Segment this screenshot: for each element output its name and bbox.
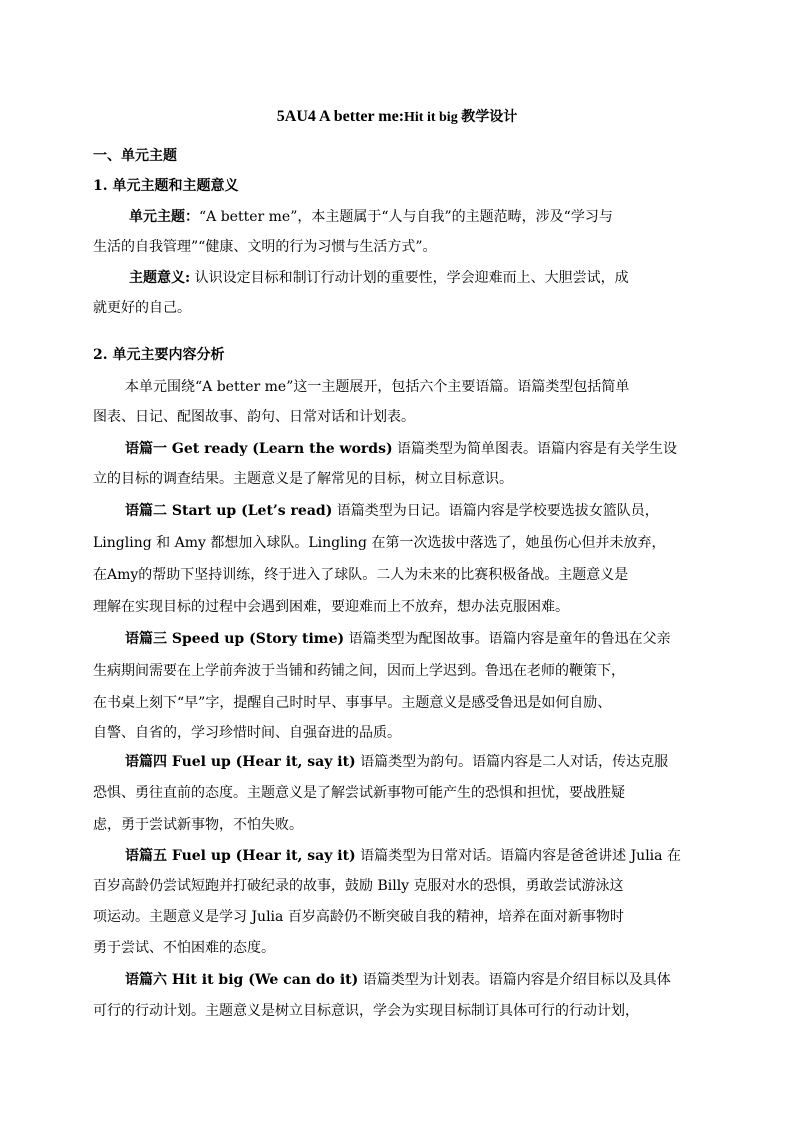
intro-line-2: 图表、日记、配图故事、韵句、日常对话和计划表。 <box>93 409 415 425</box>
text-2-line-2: Lingling 和 Amy 都想加入球队。Lingling 在第一次选拔中落选了，她虽伤心但并未放弃， <box>93 535 666 551</box>
text-5-line-4: 勇于尝试、不怕困难的态度。 <box>93 940 275 956</box>
title-sub: Hit it big <box>404 110 458 125</box>
meaning-paragraph-line-2: 就更好的自己。 <box>93 300 191 316</box>
text-3-label: 语篇三 Speed up (Story time) <box>125 631 345 647</box>
text-3-line-2: 生病期间需要在上学前奔波于当铺和药铺之间，因而上学迟到。鲁迅在老师的鞭策下， <box>93 663 625 679</box>
title-suffix: 教学设计 <box>457 110 518 125</box>
theme-text: “A better me”，本主题属于“人与自我”的主题范畴，涉及“学习与 <box>199 209 613 225</box>
text-3-line-1 <box>125 629 671 649</box>
text-4-line-2: 恐惧、勇往直前的态度。主题意义是了解尝试新事物可能产生的恐惧和担忧，要战胜疑 <box>93 785 625 801</box>
text-4-line-3: 虑，勇于尝试新事物，不怕失败。 <box>93 817 303 833</box>
subheading-content-analysis: 2. 单元主要内容分析 <box>93 347 225 363</box>
text-2-line-4: 理解在实现目标的过程中会遇到困难，要迎难而上不放弃，想办法克服困难。 <box>93 599 569 615</box>
text-3-line-3: 在书桌上刻下“早”字，提醒自己时时早、事事早。主题意义是感受鲁迅是如何自励、 <box>93 695 612 711</box>
meaning-paragraph-line-1 <box>129 268 629 288</box>
text-4-line-1 <box>125 752 668 772</box>
text-6-label: 语篇六 Hit it big (We can do it) <box>125 972 359 988</box>
text-4-desc: 语篇类型为韵句。语篇内容是二人对话，传达克服 <box>355 754 669 770</box>
text-2-label: 语篇二 Start up (Let’s read) <box>125 503 333 519</box>
text-2-line-1 <box>125 501 659 521</box>
text-2-desc: 语篇类型为日记。语篇内容是学校要选拔女篮队员， <box>332 503 659 519</box>
text-6-line-1 <box>125 970 671 990</box>
text-6-line-2: 可行的行动计划。主题意义是树立目标意识，学会为实现目标制订具体可行的行动计划， <box>93 1003 639 1019</box>
meaning-label: 主题意义: <box>129 270 191 286</box>
text-1-label: 语篇一 Get ready (Learn the words) <box>125 441 393 457</box>
document-title <box>0 107 794 128</box>
title-main: 5AU4 A better me: <box>276 108 405 125</box>
text-5-desc: 语篇类型为日常对话。语篇内容是爸爸讲述 Julia 在 <box>355 848 681 864</box>
intro-line-1: 本单元围绕“A better me”这一主题展开，包括六个主要语篇。语篇类型包括简单 <box>125 379 630 395</box>
theme-paragraph-line-2: 生活的自我管理”“健康、文明的行为习惯与生活方式”。 <box>93 239 437 255</box>
theme-label: 单元主题： <box>129 209 199 225</box>
text-4-label: 语篇四 Fuel up (Hear it, say it) <box>125 754 356 770</box>
text-3-desc: 语篇类型为配图故事。语篇内容是童年的鲁迅在父亲 <box>344 631 671 647</box>
section-heading-unit-theme: 一、单元主题 <box>93 148 177 164</box>
subheading-theme-and-meaning: 1. 单元主题和主题意义 <box>93 178 239 194</box>
text-5-line-3: 项运动。主题意义是学习 Julia 百岁高龄仍不断突破自我的精神，培养在面对新事物时 <box>93 909 624 925</box>
theme-paragraph-line-1 <box>129 207 613 227</box>
text-5-line-1 <box>125 846 681 866</box>
meaning-text: 认识设定目标和制订行动计划的重要性，学会迎难而上、大胆尝试，成 <box>190 270 629 286</box>
text-6-desc: 语篇类型为计划表。语篇内容是介绍目标以及具体 <box>358 972 671 988</box>
text-2-line-3: 在Amy的帮助下坚持训练，终于进入了球队。二人为未来的比赛积极备战。主题意义是 <box>93 567 629 583</box>
text-1-line-2: 立的目标的调查结果。主题意义是了解常见的目标，树立目标意识。 <box>93 471 513 487</box>
text-5-label: 语篇五 Fuel up (Hear it, say it) <box>125 848 356 864</box>
text-1-desc: 语篇类型为简单图表。语篇内容是有关学生设 <box>392 441 678 457</box>
text-5-line-2: 百岁高龄仍尝试短跑并打破纪录的故事，鼓励 Billy 克服对水的恐惧，勇敢尝试游泳这 <box>93 878 624 894</box>
text-3-line-4: 自警、自省的，学习珍惜时间、自强奋进的品质。 <box>93 725 401 741</box>
text-1-line-1 <box>125 439 677 459</box>
